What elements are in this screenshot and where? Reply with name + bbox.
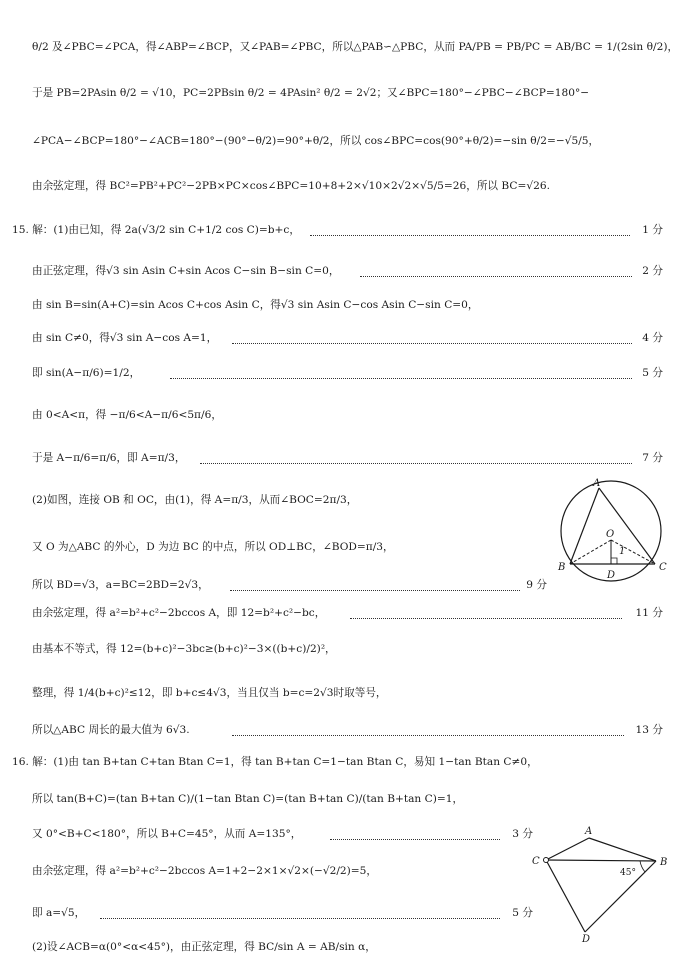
leader-dots [360, 276, 632, 277]
score-15-2: 2 分 [642, 265, 663, 277]
fig1-label-1: 1 [619, 546, 626, 557]
fig1-label-a: A [593, 478, 601, 489]
fig1-label-c: C [659, 562, 667, 573]
score-15-7: 7 分 [642, 452, 663, 464]
leader-dots [232, 343, 632, 344]
leader-dots [100, 918, 500, 919]
fig2-label-b: B [660, 857, 668, 868]
text-line-8: 由 sin C≠0，得√3 sin A−cos A=1， [32, 332, 218, 344]
problem-15-start: 15. 解：(1)由已知，得 2a(√3/2 sin C+1/2 cos C)=b+c， [12, 224, 300, 236]
leader-dots [200, 463, 632, 464]
quadrilateral-figure [528, 820, 678, 945]
text-line-15: 由余弦定理，得 a²=b²+c²−2bccos A，即 12=b²+c²−bc， [32, 607, 326, 619]
text-line-22: 由余弦定理，得 a²=b²+c²−2bccos A=1+2−2×1×√2×(−√2/2)=5， [32, 865, 378, 877]
text-line-16: 由基本不等式，得 12=(b+c)²−3bc≥(b+c)²−3×((b+c)/2)²， [32, 643, 336, 655]
text-line-14: 所以 BD=√3，a=BC=2BD=2√3， [32, 579, 209, 591]
fig1-label-d: D [607, 570, 616, 581]
leader-dots [350, 618, 622, 619]
text-line-7: 由 sin B=sin(A+C)=sin Acos C+cos Asin C，得√3 sin Asin C−cos Asin C−sin C=0， [32, 299, 479, 311]
leader-dots [310, 235, 630, 236]
leader-dots [232, 735, 624, 736]
text-line-6: 由正弦定理，得√3 sin Asin C+sin Acos C−sin B−sin C=0， [32, 265, 340, 277]
text-line-17: 整理，得 1/4(b+c)²≤12，即 b+c≤4√3，当且仅当 b=c=2√3时取等号， [32, 687, 387, 699]
text-line-23: 即 a=√5， [32, 907, 86, 919]
fig2-label-a: A [585, 826, 593, 837]
problem-16-start: 16. 解：(1)由 tan B+tan C+tan Btan C=1，得 tan B+tan C=1−tan Btan C，易知 1−tan Btan C≠0， [12, 756, 538, 768]
fig2-label-c: C [532, 856, 540, 867]
fig2-angle-label: 45° [620, 868, 636, 878]
text-line-10: 由 0<A<π，得 −π/6<A−π/6<5π/6， [32, 409, 222, 421]
text-line-21: 又 0°<B+C<180°，所以 B+C=45°，从而 A=135°， [32, 828, 302, 840]
score-16-5: 5 分 [512, 907, 533, 919]
text-line-12: (2)如图，连接 OB 和 OC，由(1)，得 A=π/3，从而∠BOC=2π/3， [32, 494, 358, 506]
text-line-2: 于是 PB=2PAsin θ/2 = √10，PC=2PBsin θ/2 = 4PAsin² θ/2 = 2√2；又∠BPC=180°−∠PBC−∠BCP=180°− [32, 87, 590, 99]
fig1-label-b: B [558, 562, 566, 573]
text-line-4: 由余弦定理，得 BC²=PB²+PC²−2PB×PC×cos∠BPC=10+8+2×√10×2√2×√5/5=26，所以 BC=√26. [32, 180, 550, 192]
text-line-11: 于是 A−π/6=π/6，即 A=π/3， [32, 452, 186, 464]
score-15-5: 5 分 [642, 367, 663, 379]
text-line-13: 又 O 为△ABC 的外心，D 为边 BC 的中点，所以 OD⊥BC，∠BOD=π/3， [32, 541, 394, 553]
score-15-9: 9 分 [526, 579, 547, 591]
fig2-label-d: D [582, 934, 591, 945]
leader-dots [230, 590, 520, 591]
text-line-24: (2)设∠ACB=α(0°<α<45°)，由正弦定理，得 BC/sin A = AB/sin α， [32, 941, 376, 953]
score-15-4: 4 分 [642, 332, 663, 344]
text-line-1: θ/2 及∠PBC=∠PCA，得∠ABP=∠BCP，又∠PAB=∠PBC，所以△PAB∽△PBC，从而 PA/PB = PB/PC = AB/BC = 1/(2sin θ/2)， [32, 41, 679, 53]
leader-dots [170, 378, 632, 379]
text-line-9: 即 sin(A−π/6)=1/2， [32, 367, 141, 379]
text-line-20: 所以 tan(B+C)=(tan B+tan C)/(1−tan Btan C)=(tan B+tan C)/(tan B+tan C)=1， [32, 793, 464, 805]
text-line-3: ∠PCA−∠BCP=180°−∠ACB=180°−(90°−θ/2)=90°+θ/2，所以 cos∠BPC=cos(90°+θ/2)=−sin θ/2=−√5/5， [32, 135, 600, 147]
score-15-1: 1 分 [642, 224, 663, 236]
score-15-13: 13 分 [635, 724, 663, 736]
score-16-3: 3 分 [512, 828, 533, 840]
circumcircle-figure [556, 478, 674, 588]
leader-dots [330, 839, 500, 840]
fig1-label-o: O [606, 529, 615, 540]
text-line-18: 所以△ABC 周长的最大值为 6√3. [32, 724, 190, 736]
score-15-11: 11 分 [635, 607, 663, 619]
